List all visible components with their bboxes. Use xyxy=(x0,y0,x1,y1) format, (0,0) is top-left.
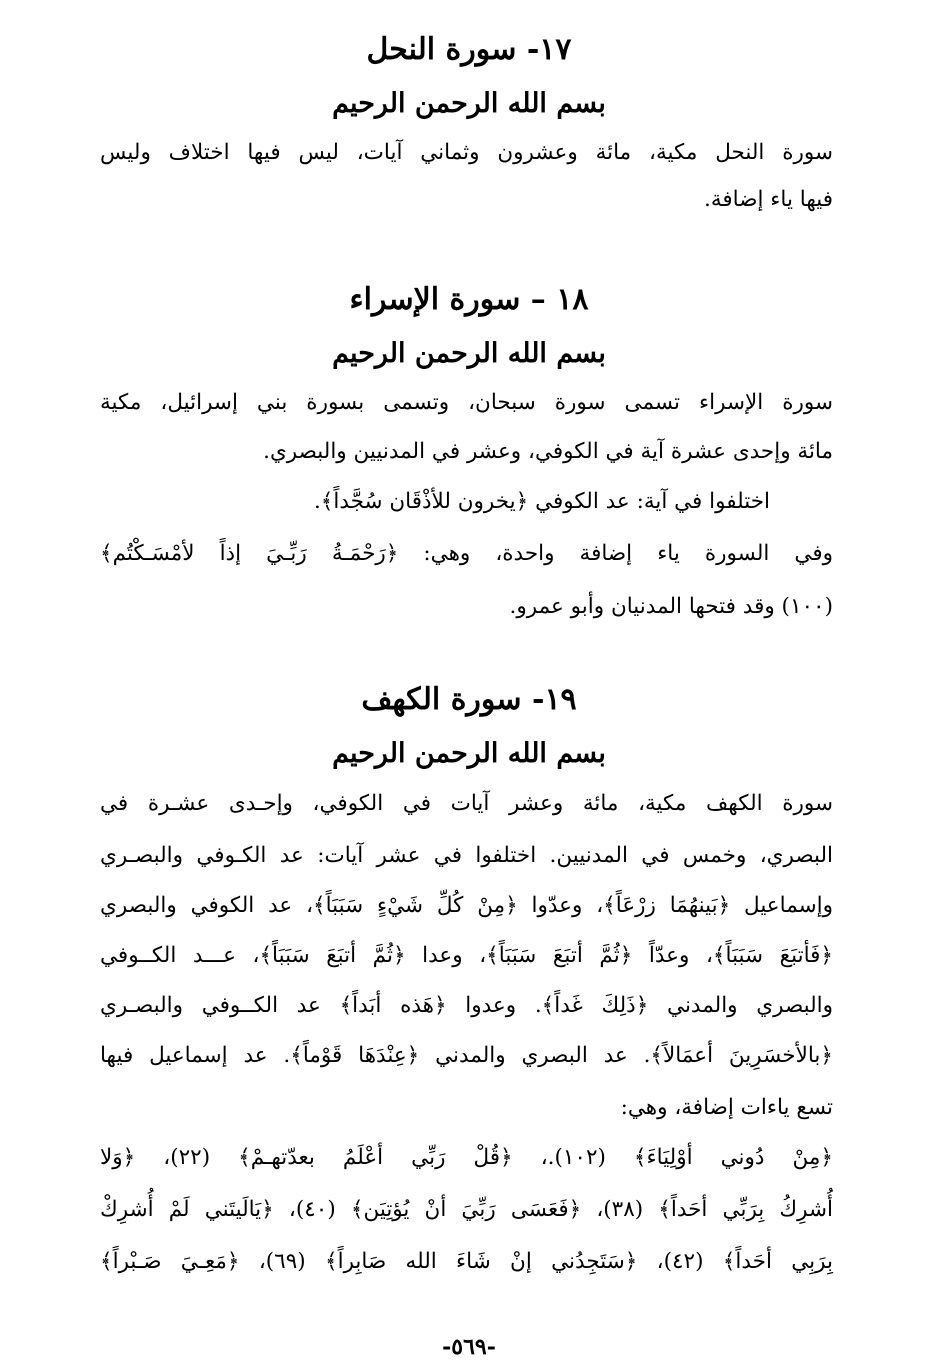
text-line: سورة الكهف مكية، مائة وعشر آيات في الكوفي، وإحـدى عشـرة في xyxy=(100,791,833,816)
text-line: سورة النحل مكية، مائة وعشرون وثماني آيات، ليس فيها اختلاف وليس xyxy=(100,140,833,165)
text-line: البصري، وخمس في المدنيين. اختلفوا في عشر آيات: عد الكـوفي والبصـري xyxy=(100,843,833,868)
surah-title-18: ١٨ – سورة الإسراء xyxy=(349,282,589,317)
text-line: ﴿فَأتبَعَ سَبَبَاً﴾، وعدّاً ﴿ثُمَّ أتبَعَ سَبَبَاً﴾، وعدا ﴿ثُمَّ أتبَعَ سَبَبَاً﴾، عـــد الكــوفي xyxy=(100,943,833,968)
text-line: ﴿بالأخسَرِينَ أعمَالاً﴾. عد البصري والمدني ﴿عِنْدَهَا قَوْماً﴾. عد إسماعيل فيها xyxy=(100,1043,833,1068)
surah-title-19: ١٩- سورة الكهف xyxy=(361,682,577,717)
text-line: بِرَبِي أحَداً﴾ (٤٢)، ﴿سَتَجِدُني إنْ شَاءَ الله صَابِراً﴾ (٦٩)، ﴿مَعِـيَ صَـبْراً﴾ xyxy=(100,1249,833,1274)
text-line: فيها ياء إضافة. xyxy=(704,187,833,212)
text-line: (١٠٠) وقد فتحها المدنيان وأبو عمرو. xyxy=(509,594,833,619)
text-line: والبصري والمدني ﴿ذَلِكَ غَداً﴾. وعدوا ﴿هَذه أبَداً﴾ عد الكــوفي والبصـري xyxy=(100,993,833,1018)
text-line: تسع ياءات إضافة، وهي: xyxy=(620,1095,833,1120)
basmala-19: بسم الله الرحمن الرحيم xyxy=(332,738,606,769)
text-line: أُشرِكُ بِرَبِّي أحَداً﴾ (٣٨)، ﴿فَعَسَى رَبِّيَ أنْ يُؤتِيَن﴾ (٤٠)، ﴿يَالَيتَني لَمْ أُشرِكْ xyxy=(100,1197,833,1222)
text-line: مائة وإحدى عشرة آية في الكوفي، وعشر في المدنيين والبصري. xyxy=(263,439,833,464)
text-line: وفي السورة ياء إضافة واحدة، وهي: ﴿رَحْمَـةُ رَبِّـيَ إذاً لأمْسَـكْتُم﴾ xyxy=(100,541,833,566)
text-line: ﴿مِنْ دُوني أوْلِيَاءَ﴾ (١٠٢).، ﴿قُلْ رَبِّي أعْلَمُ بعدّتهـمْ﴾ (٢٢)، ﴿وَلا xyxy=(100,1145,833,1170)
text-line: سورة الإسراء تسمى سورة سبحان، وتسمى بسورة بني إسرائيل، مكية xyxy=(100,390,833,415)
basmala-18: بسم الله الرحمن الرحيم xyxy=(332,338,606,369)
text-line: اختلفوا في آية: عد الكوفي ﴿يخرون للأذْقَان سُجَّداً﴾. xyxy=(313,489,770,514)
surah-title-17: ١٧- سورة النحل xyxy=(366,32,572,67)
page-number: -٥٦٩- xyxy=(442,1334,496,1360)
text-line: وإسماعيل ﴿بَينهُمَا زرْعَاً﴾، وعدّوا ﴿مِنْ كُلِّ شَيْءٍ سَبَبَاً﴾، عد الكوفي والبصري xyxy=(100,893,833,918)
basmala-17: بسم الله الرحمن الرحيم xyxy=(332,88,606,119)
